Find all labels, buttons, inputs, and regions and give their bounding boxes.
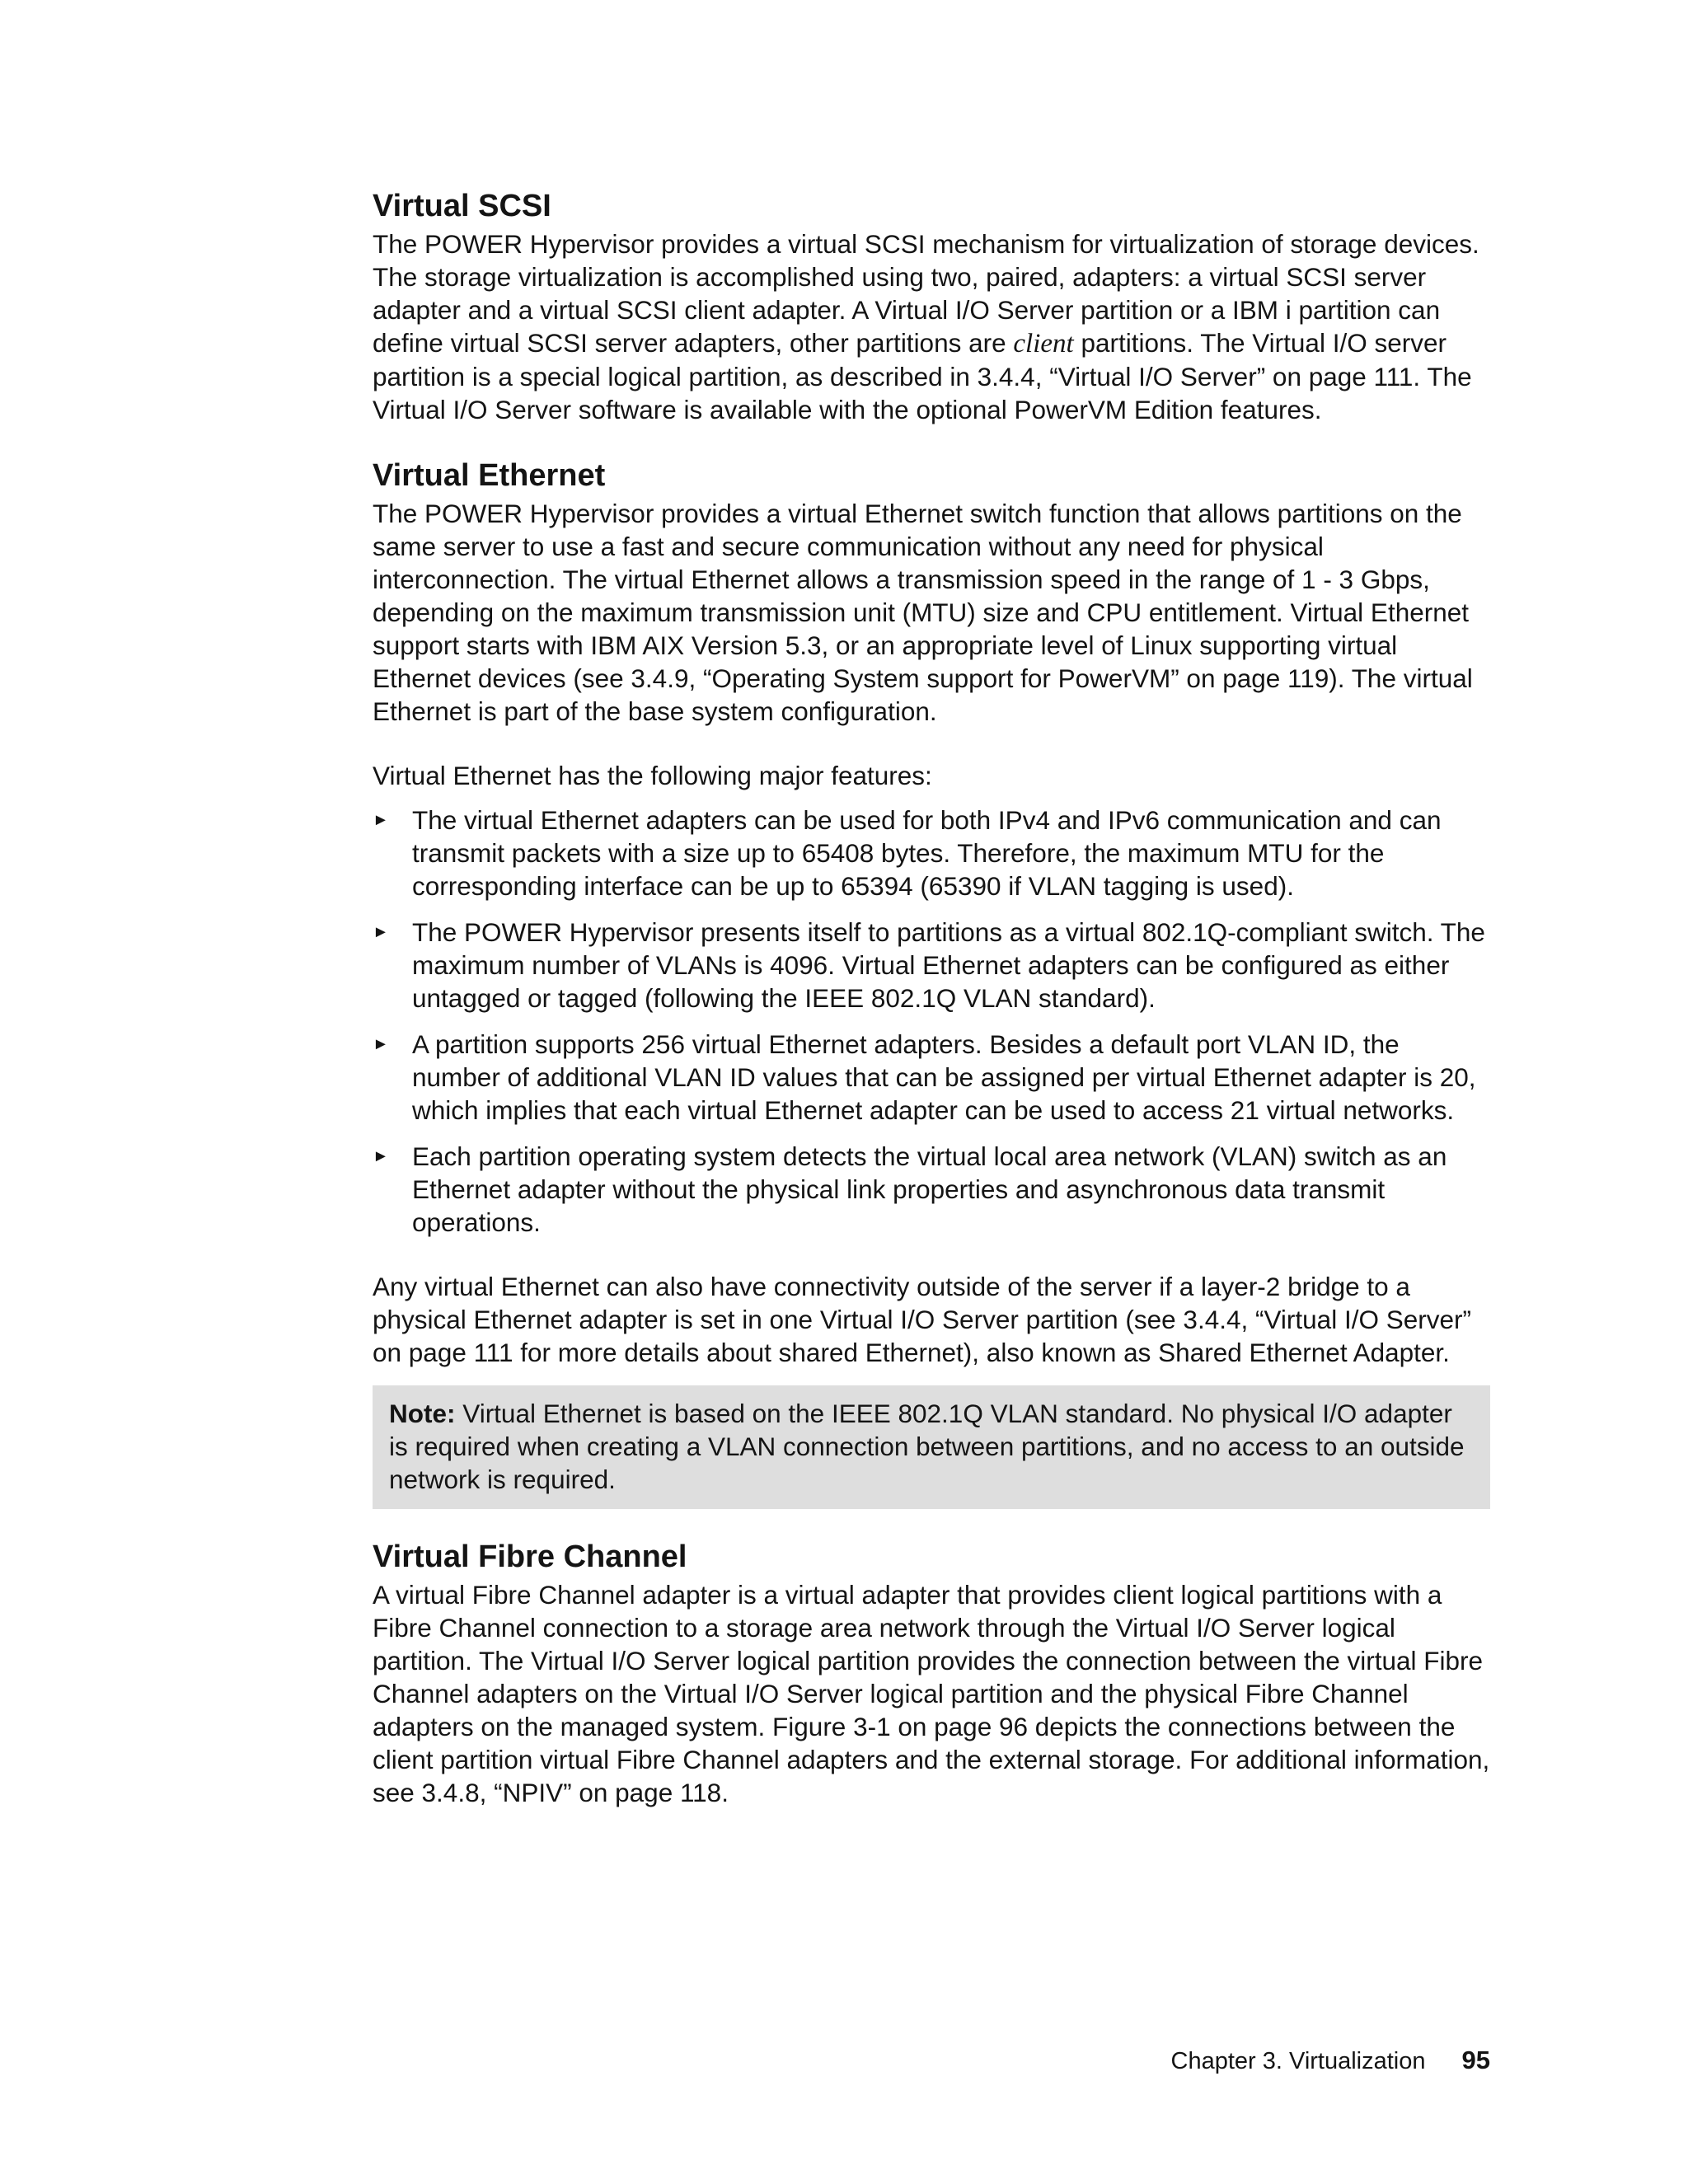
heading-virtual-scsi: Virtual SCSI <box>373 189 551 223</box>
note-text: Virtual Ethernet is based on the IEEE 802.1Q VLAN standard. No physical I/O adapter is required when creating a VLAN connection between partitions, and no access to an outside network is required. <box>389 1399 1465 1494</box>
note-paragraph <box>389 1397 1474 1496</box>
paragraph-virtual-scsi <box>373 227 1490 426</box>
paragraph-virtual-ethernet-intro: The POWER Hypervisor provides a virtual Ethernet switch function that allows partitions on the same server to use a fast and secure communication without any need for physical interconnection. The virtual Ethernet allows a transmission speed in the range of 1 - 3 Gbps, depending on the maximum transmission unit (MTU) size and CPU entitlement. Virtual Ethernet support starts with IBM AIX Version 5.3, or an appropriate level of Linux supporting virtual Ethernet devices (see 3.4.9, “Operating System support for PowerVM” on page 119). The virtual Ethernet is part of the base system configuration. <box>373 499 1473 726</box>
page-footer <box>1171 2044 1490 2078</box>
heading-virtual-fibre-channel: Virtual Fibre Channel <box>373 1540 687 1574</box>
section-virtual-scsi <box>373 188 1490 426</box>
bullet-arrow-icon: ► <box>373 1035 389 1053</box>
bullet-arrow-icon: ► <box>373 811 389 829</box>
text-run: partitions. The Virtual I/O server partition is a special logical partition, as described in 3.4.4, “Virtual I/O Server” on page 111. The Virtual I/O Server software is available with the optional PowerVM Edition features. <box>373 328 1472 424</box>
note-box <box>373 1385 1490 1509</box>
page-number: 95 <box>1461 2046 1490 2074</box>
section-virtual-ethernet <box>373 457 1490 1509</box>
paragraph-virtual-fibre-channel: A virtual Fibre Channel adapter is a virtual adapter that provides client logical partitions with a Fibre Channel connection to a storage area network through the Virtual I/O Server logical partition. The Virtual I/O Server logical partition provides the connection between the virtual Fibre Channel adapters on the Virtual I/O Server logical partition and the physical Fibre Channel adapters on the managed system. Figure 3-1 on page 96 depicts the connections between the client partition virtual Fibre Channel adapters and the external storage. For additional information, see 3.4.8, “NPIV” on page 118. <box>373 1580 1490 1807</box>
list-item <box>373 1140 1490 1239</box>
list-item-text: A partition supports 256 virtual Ethernet adapters. Besides a default port VLAN ID, the number of additional VLAN ID values that can be assigned per virtual Ethernet adapter is 20, which implies that each virtual Ethernet adapter can be used to access 21 virtual networks. <box>412 1029 1476 1125</box>
list-item-text: The POWER Hypervisor presents itself to partitions as a virtual 802.1Q-compliant switch. The maximum number of VLANs is 4096. Virtual Ethernet adapters can be configured as either untagged or tagged (following the IEEE 802.1Q VLAN standard). <box>412 917 1485 1013</box>
section-virtual-fibre-channel <box>373 1539 1490 1809</box>
list-item-text: The virtual Ethernet adapters can be used for both IPv4 and IPv6 communication and can transmit packets with a size up to 65408 bytes. Therefore, the maximum MTU for the corresponding interface can be up to 65394 (65390 if VLAN tagging is used). <box>412 805 1442 901</box>
bullet-arrow-icon: ► <box>373 1147 389 1165</box>
page-content <box>373 188 1490 1840</box>
note-label: Note: <box>389 1399 456 1428</box>
paragraph-shared-ethernet: Any virtual Ethernet can also have connectivity outside of the server if a layer-2 bridge to a physical Ethernet adapter is set in one Virtual I/O Server partition (see 3.4.4, “Virtual I/O Server” on page 111 for more details about shared Ethernet), also known as Shared Ethernet Adapter. <box>373 1272 1471 1367</box>
list-item <box>373 916 1490 1015</box>
list-item-text: Each partition operating system detects the virtual local area network (VLAN) switch as an Ethernet adapter without the physical link properties and asynchronous data transmit operations. <box>412 1141 1447 1237</box>
footer-chapter-title: Chapter 3. Virtualization <box>1170 2048 1426 2074</box>
feature-list <box>373 804 1490 1239</box>
text-run: The POWER Hypervisor provides a virtual SCSI mechanism for virtualization of storage devices. The storage virtualization is accomplished using two, paired, adapters: a virtual SCSI server adapter and a virtual SCSI client adapter. A Virtual I/O Server partition or a IBM i partition can define virtual SCSI server adapters, other partitions are <box>373 229 1479 358</box>
paragraph-features-intro: Virtual Ethernet has the following major features: <box>373 761 932 790</box>
heading-virtual-ethernet: Virtual Ethernet <box>373 458 606 493</box>
list-item <box>373 1028 1490 1127</box>
list-item <box>373 804 1490 902</box>
emphasis-client: client <box>1013 329 1074 359</box>
bullet-arrow-icon: ► <box>373 923 389 941</box>
